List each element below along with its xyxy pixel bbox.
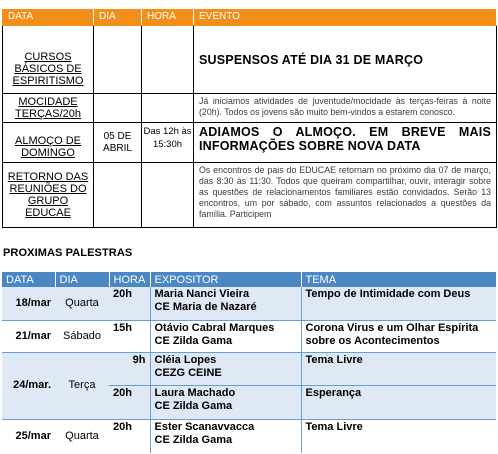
event-almoco-dia: 05 DE ABRIL <box>94 123 142 163</box>
talk-theme <box>301 352 496 385</box>
talk-day: Quarta <box>55 419 109 453</box>
talk-speaker <box>150 419 301 453</box>
event-educae-hora <box>142 163 194 228</box>
event-educae-title: RETORNO DAS REUNIÕES DO GRUPO EDUCAE <box>3 163 94 228</box>
events-header-hora: HORA <box>142 10 194 26</box>
talk-theme <box>301 320 496 352</box>
talk-speaker <box>150 385 301 419</box>
talk-date: 18/mar <box>2 287 55 320</box>
event-row-educae <box>3 163 497 228</box>
talk-speaker-center: CE Zilda Gama <box>154 399 233 412</box>
event-row-cursos <box>3 26 497 94</box>
event-almoco-desc: ADIAMOS O ALMOÇO. EM BREVE MAIS INFORMAÇÕES SOBRE NOVA DATA <box>199 125 491 153</box>
talk-row <box>2 320 496 352</box>
talk-day: Sábado <box>55 320 109 352</box>
talk-row <box>2 419 496 453</box>
talk-speaker <box>150 287 301 320</box>
talk-time: 20h <box>109 419 150 453</box>
talks-table <box>2 272 497 453</box>
talks-header-tema: TEMA <box>301 272 496 287</box>
talk-speaker-name: Laura Machado <box>154 386 236 399</box>
event-mocidade-title: MOCIDADE TERÇAS/20h <box>3 94 94 123</box>
talk-theme <box>301 385 496 419</box>
talk-theme-line1: Tema Livre <box>305 353 363 366</box>
talk-time: 9h <box>109 352 150 385</box>
talk-day: Terça <box>55 352 109 419</box>
talk-day: Quarta <box>55 287 109 320</box>
event-cursos-desc: SUSPENSOS ATÉ DIA 31 DE MARÇO <box>199 52 424 67</box>
talk-speaker-center: CE Zilda Gama <box>154 433 233 446</box>
talk-time: 20h <box>109 287 150 320</box>
events-header-data: DATA <box>3 10 94 26</box>
talk-speaker-center: CEZG CEINE <box>154 366 222 379</box>
talk-date: 21/mar <box>2 320 55 352</box>
talk-row <box>2 287 496 320</box>
event-mocidade-dia <box>94 94 142 123</box>
event-row-mocidade <box>3 94 497 123</box>
section-title: PROXIMAS PALESTRAS <box>3 247 133 259</box>
talk-speaker <box>150 352 301 385</box>
event-mocidade-hora <box>142 94 194 123</box>
events-header-row <box>3 10 497 26</box>
talk-date: 24/mar. <box>2 352 55 419</box>
talk-theme-line1: Tema Livre <box>305 420 363 433</box>
talk-theme-line1: Corona Virus e um Olhar Espírita <box>305 321 479 334</box>
talk-theme <box>301 287 496 320</box>
talk-speaker-name: Otávio Cabral Marques <box>154 321 275 334</box>
talks-header-row <box>2 272 496 287</box>
talk-speaker-name: Maria Nanci Vieira <box>154 288 250 300</box>
events-header-dia: DIA <box>94 10 142 26</box>
talk-speaker-name: Cléia Lopes <box>154 353 217 366</box>
talk-theme-line2: sobre os Acontecimentos <box>305 334 440 347</box>
event-educae-dia <box>94 163 142 228</box>
talk-speaker <box>150 320 301 352</box>
talks-header-hora: HORA <box>109 272 150 287</box>
event-row-almoco <box>3 123 497 163</box>
event-cursos-title: CURSOS BÁSICOS DE ESPIRITISMO <box>3 26 94 94</box>
events-table <box>2 9 497 228</box>
talks-header-data: DATA <box>2 272 55 287</box>
event-cursos-hora <box>142 26 194 94</box>
talk-theme-line1: Tempo de Intimidade com Deus <box>305 288 471 300</box>
event-almoco-title: ALMOÇO DE DOMINGO <box>3 123 94 163</box>
events-header-evento: EVENTO <box>194 10 497 26</box>
event-cursos-dia <box>94 26 142 94</box>
talk-row <box>2 352 496 385</box>
talk-time: 20h <box>109 385 150 419</box>
talk-speaker-name: Ester Scanavvacca <box>154 420 255 433</box>
talk-speaker-center: CE Maria de Nazaré <box>154 301 257 313</box>
talk-time: 15h <box>109 320 150 352</box>
event-mocidade-desc: Já iniciamos atividades de juventude/mocidade às terças-feiras à noite (20h). Todos os jovens são muito bem-vindos a estarem conosco. <box>199 96 491 117</box>
event-educae-desc: Os encontros de pais do EDUCAE retornam no próximo dia 07 de março, das 8:30 às 11:30. Todos que queiram compartilhar, ouvir, interagir sobre as questões de relacionamentos familiares estão convidados. Serão 13 encontros, um por sábado, com assuntos relacionados a questões da família. Participem <box>199 165 491 219</box>
talk-date: 25/mar <box>2 419 55 453</box>
talks-header-expositor: EXPOSITOR <box>150 272 301 287</box>
talk-theme-line1: Esperança <box>305 386 362 399</box>
talk-speaker-center: CE Zilda Gama <box>154 334 233 347</box>
event-almoco-hora: Das 12h às 15:30h <box>142 123 194 163</box>
talks-header-dia: DIA <box>55 272 109 287</box>
talk-theme <box>301 419 496 453</box>
